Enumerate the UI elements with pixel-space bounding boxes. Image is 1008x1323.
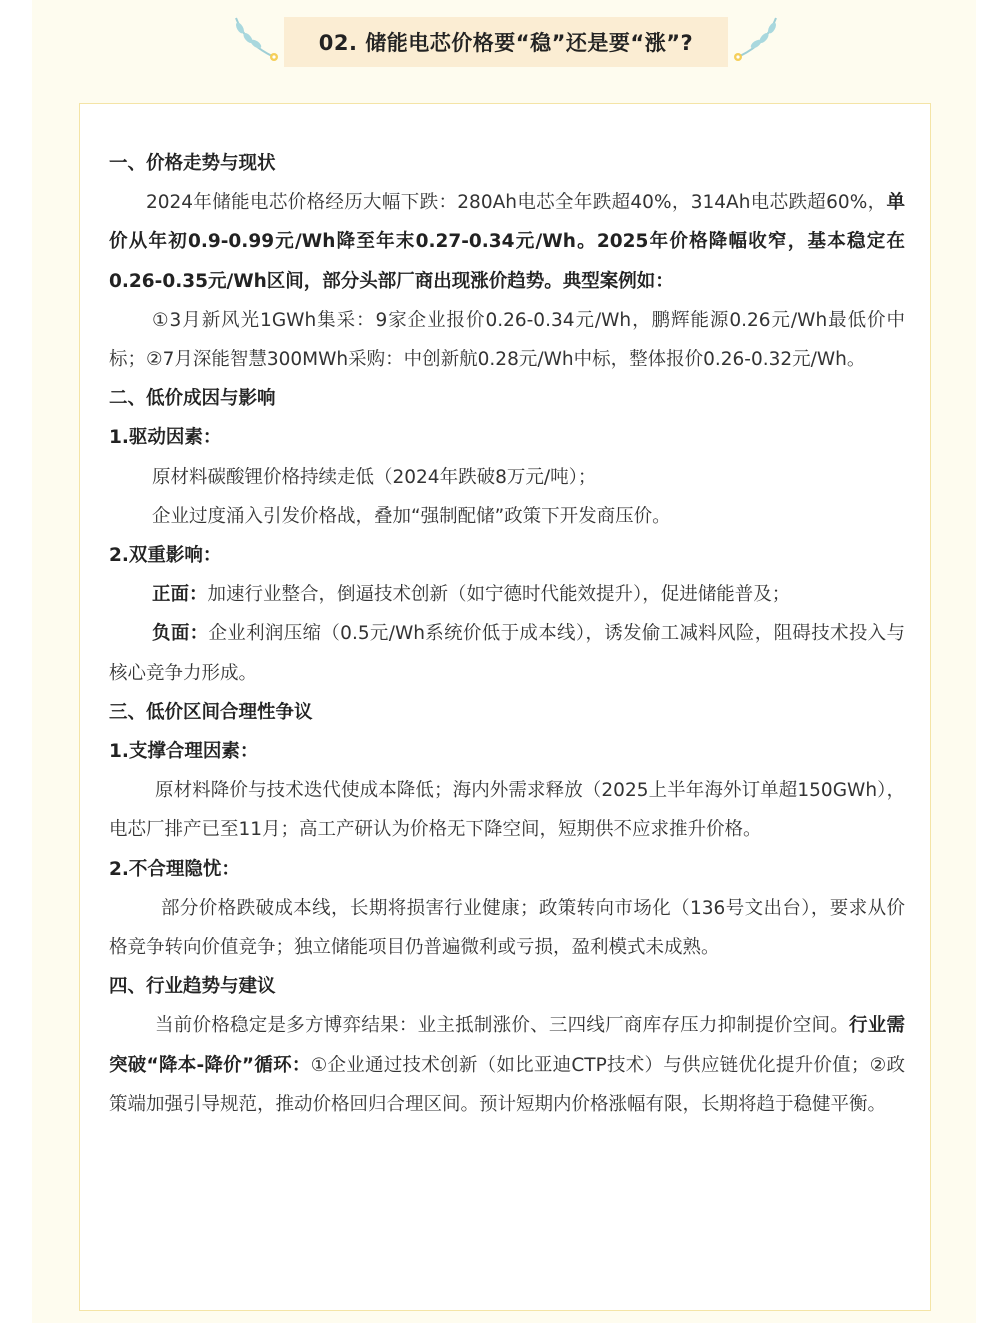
section-heading-1: 一、价格走势与现状 — [109, 153, 276, 174]
article-body — [109, 144, 905, 1124]
title-banner — [284, 17, 728, 67]
paragraph-text: 当前价格稳定是多方博弈结果：业主抵制涨价、三四线厂商库存压力抑制提价空间。 — [155, 1015, 849, 1037]
paragraph-positive — [109, 575, 905, 614]
paragraph-negative — [109, 614, 905, 692]
article-section-title: 02. 储能电芯价格要“稳”还是要“涨”? — [318, 31, 694, 55]
negative-label: 负面： — [152, 623, 209, 645]
paragraph-support: 原材料降价与技术迭代使成本降低；海内外需求释放（2025上半年海外订单超150GWh），电芯厂排产已至11月；高工产研认为价格无下降空间，短期供不应求推升价格。 — [109, 780, 905, 841]
positive-text: 加速行业整合，倒逼技术创新（如宁德时代能效提升），促进储能普及； — [207, 584, 791, 606]
paragraph-price-trend — [109, 183, 905, 301]
section-heading-3: 三、低价区间合理性争议 — [109, 701, 313, 723]
subheading-concerns: 2.不合理隐忧： — [109, 858, 240, 880]
leaf-sprig-icon — [726, 12, 782, 68]
positive-label: 正面： — [152, 584, 208, 606]
content-card — [79, 103, 931, 1311]
paragraph-text: 2024年储能电芯价格经历大幅下跌：280Ah电芯全年跌超40%，314Ah电芯跌超60%， — [146, 192, 887, 214]
paragraph-bold-text: 单价从年初0.9-0.99元/Wh降至年末0.27-0.34元/Wh。2025年价格降幅收窄，基本稳定在0.26-0.35元/Wh区间，部分头部厂商出现涨价趋势。典型案例如： — [109, 192, 905, 292]
paragraph-trends — [109, 1006, 905, 1124]
section-heading-2: 二、低价成因与影响 — [109, 388, 276, 410]
paragraph-driver-1: 原材料碳酸锂价格持续走低（2024年跌破8万元/吨）； — [152, 466, 597, 488]
subheading-drivers: 1.驱动因素： — [109, 427, 222, 449]
section-heading-4: 四、行业趋势与建议 — [109, 976, 276, 998]
paragraph-text: ①企业通过技术创新（如比亚迪CTP技术）与供应链优化提升价值；②政策端加强引导规范，推动价格回归合理区间。预计短期内价格涨幅有限，长期将趋于稳健平衡。 — [109, 1054, 906, 1115]
subheading-support: 1.支撑合理因素： — [109, 741, 259, 763]
paragraph-driver-2: 企业过度涌入引发价格战，叠加“强制配储”政策下开发商压价。 — [152, 505, 671, 527]
paragraph-bold-text: 行业需突破“降本-降价”循环： — [109, 1015, 905, 1076]
paragraph-concerns: 部分价格跌破成本线，长期将损害行业健康；政策转向市场化（136号文出台），要求从价格竞争转向价值竞争；独立储能项目仍普遍微利或亏损，盈利模式未成熟。 — [109, 897, 905, 959]
leaf-sprig-icon — [230, 12, 286, 68]
negative-text: 企业利润压缩（0.5元/Wh系统价低于成本线），诱发偷工减料风险，阻碍技术投入与核心竞争力形成。 — [109, 623, 905, 684]
paragraph-cases: ①3月新风光1GWh集采：9家企业报价0.26-0.34元/Wh，鹏辉能源0.26元/Wh最低价中标；②7月深能智慧300MWh采购：中创新航0.28元/Wh中标，整体报价0.26-0.32元/Wh。 — [109, 309, 905, 371]
subheading-impacts: 2.双重影响： — [109, 545, 222, 567]
